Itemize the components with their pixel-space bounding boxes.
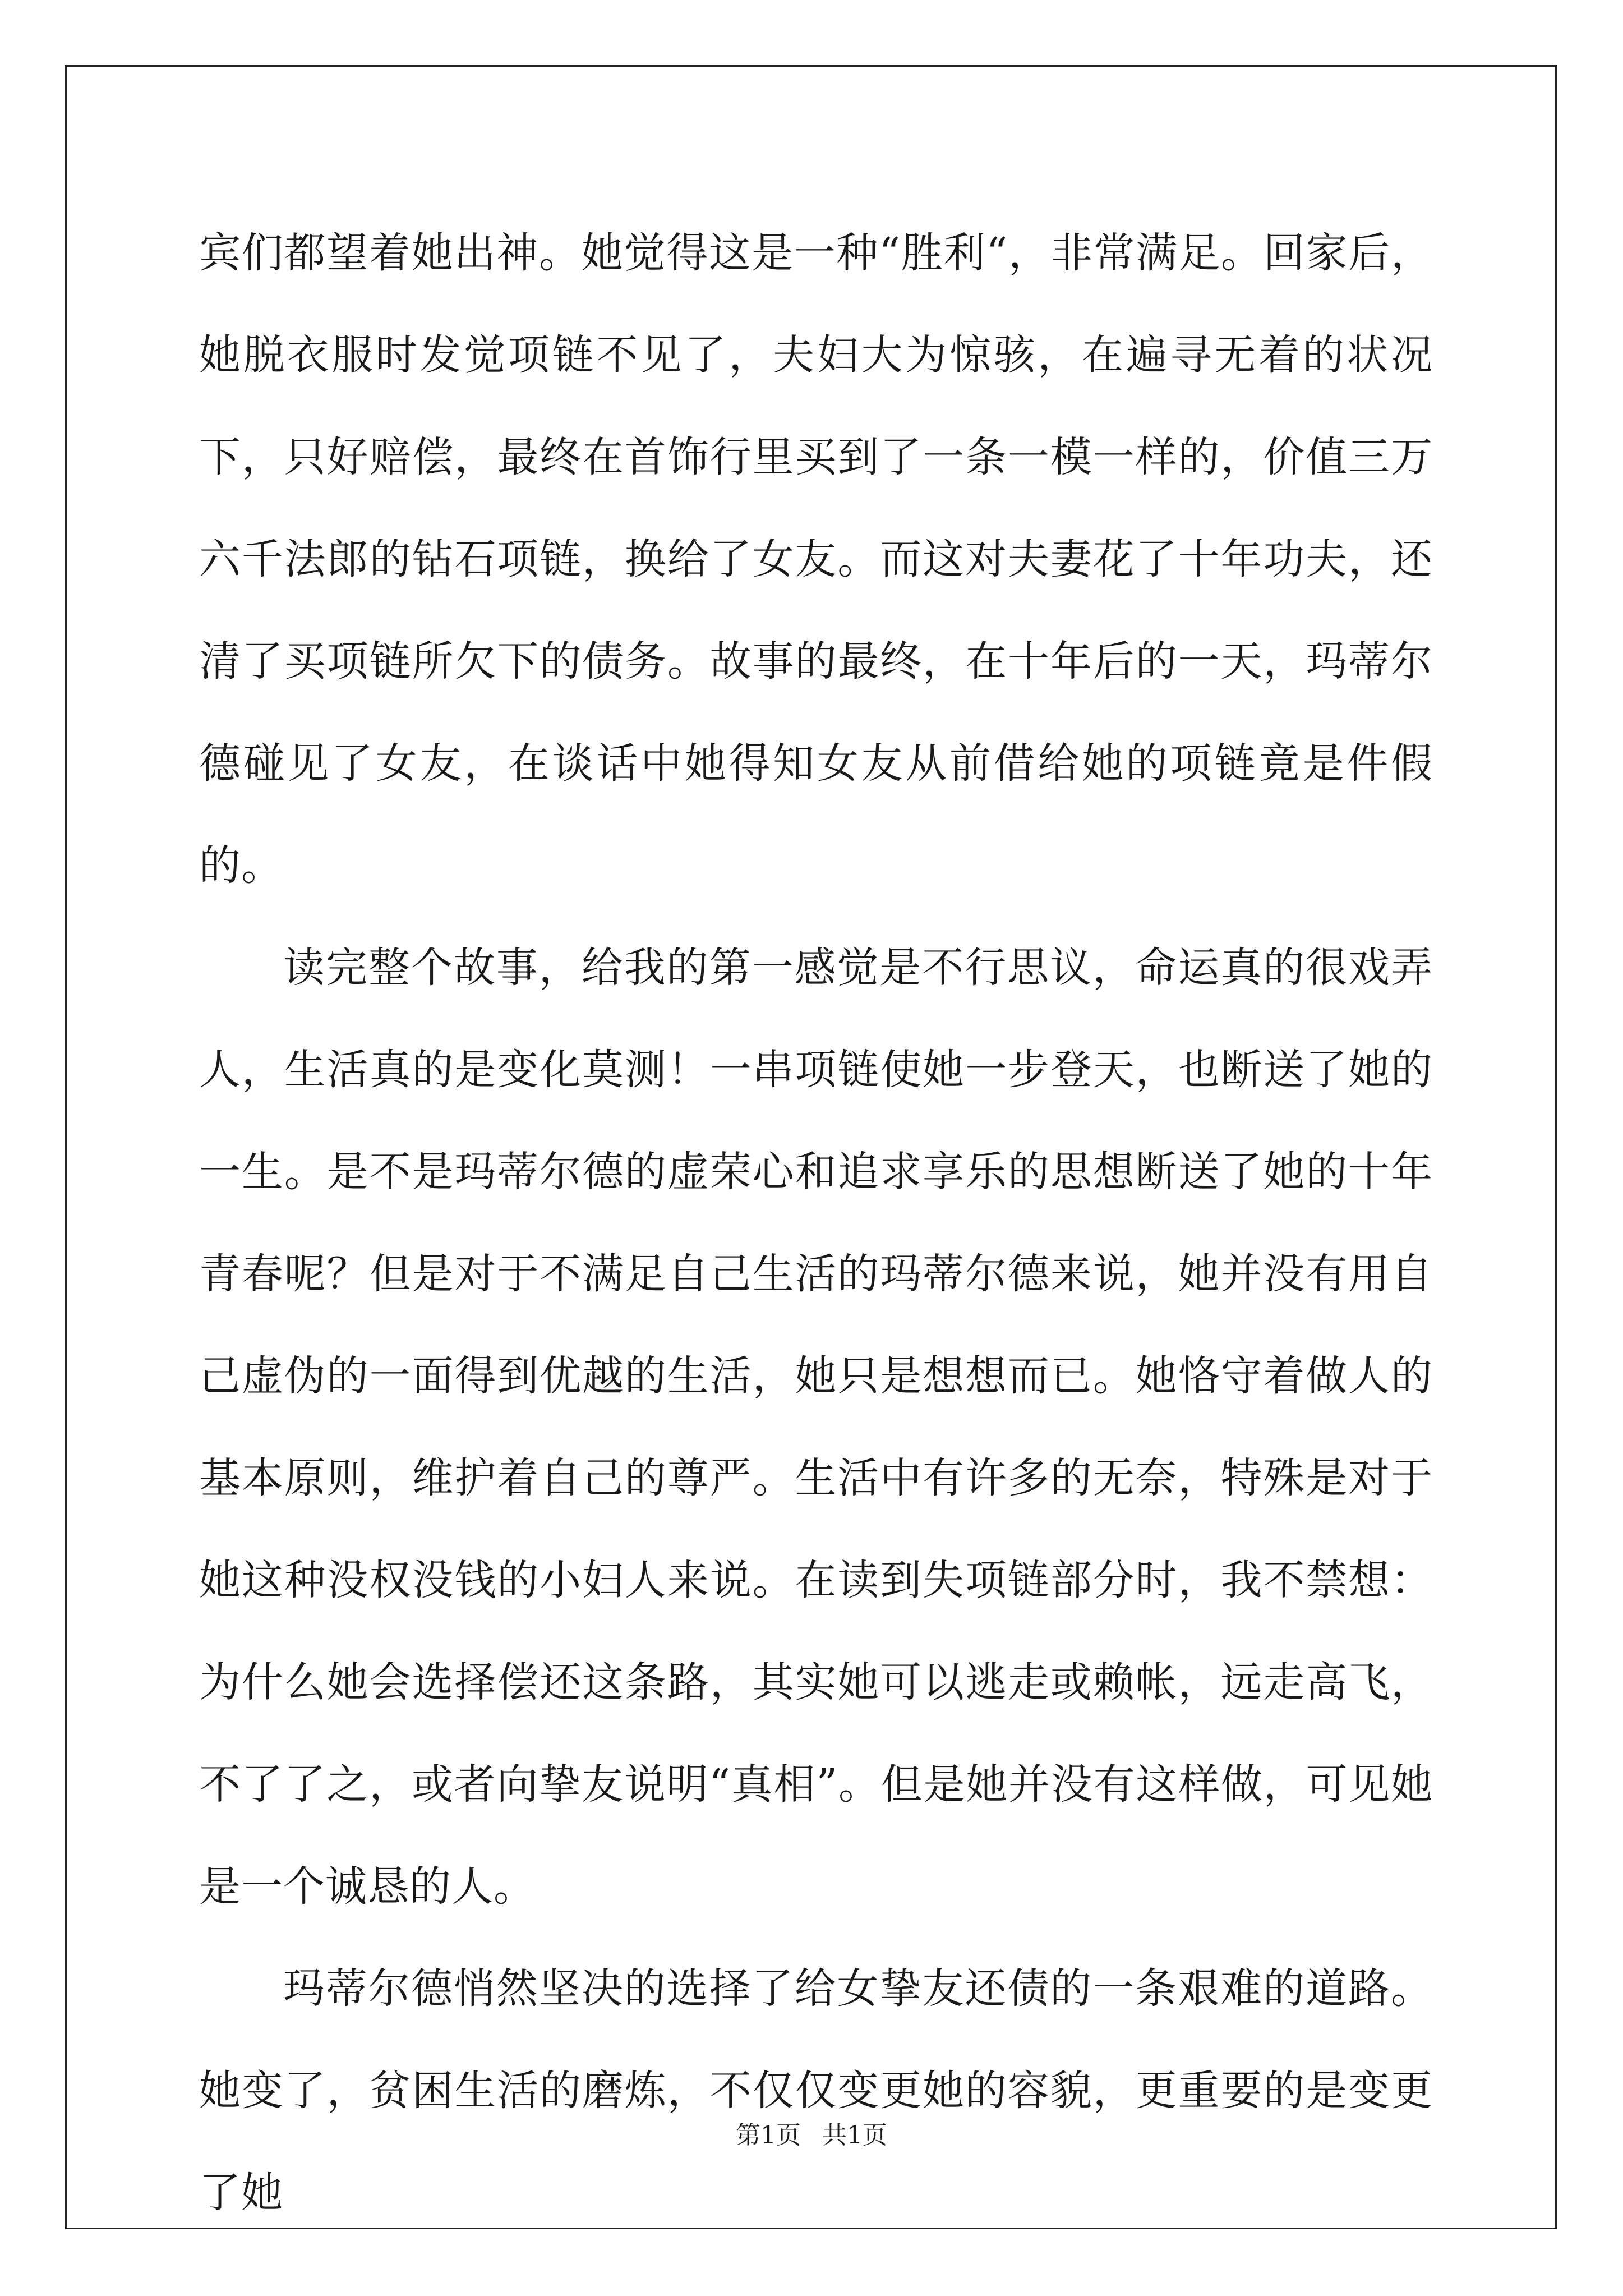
page-footer bbox=[0, 2115, 1623, 2151]
paragraph-1: 宾们都望着她出神。她觉得这是一种“胜利“，非常满足。回家后，她脱衣服时发觉项链不见了，夫妇大为惊骇，在遍寻无着的状况下，只好赔偿，最终在首饰行里买到了一条一模一样的，价值三万六千法郎的钻石项链，换给了女友。而这对夫妻花了十年功夫，还清了买项链所欠下的债务。故事的最终，在十年后的一天，玛蒂尔德碰见了女友，在谈话中她得知女友从前借给她的项链竟是件假的。 bbox=[199, 229, 1433, 890]
total-pages: 共1页 bbox=[822, 2121, 887, 2150]
paragraph-3: 玛蒂尔德悄然坚决的选择了给女挚友还债的一条艰难的道路。她变了，贫困生活的磨炼，不仅仅变更她的容貌，更重要的是变更了她 bbox=[199, 1964, 1433, 2217]
page-number: 第1页 bbox=[736, 2121, 801, 2150]
document-body bbox=[199, 202, 1433, 2244]
paragraph-2: 读完整个故事，给我的第一感觉是不行思议，命运真的很戏弄人，生活真的是变化莫测！一串项链使她一步登天，也断送了她的一生。是不是玛蒂尔德的虚荣心和追求享乐的思想断送了她的十年青春呢？但是对于不满足自己生活的玛蒂尔德来说，她并没有用自己虚伪的一面得到优越的生活，她只是想想而已。她恪守着做人的基本原则，维护着自己的尊严。生活中有许多的无奈，特殊是对于她这种没权没钱的小妇人来说。在读到失项链部分时，我不禁想：为什么她会选择偿还这条路，其实她可以逃走或赖帐，远走高飞，不了了之，或者向挚友说明“真相”。但是她并没有这样做，可见她是一个诚恳的人。 bbox=[199, 944, 1433, 1911]
